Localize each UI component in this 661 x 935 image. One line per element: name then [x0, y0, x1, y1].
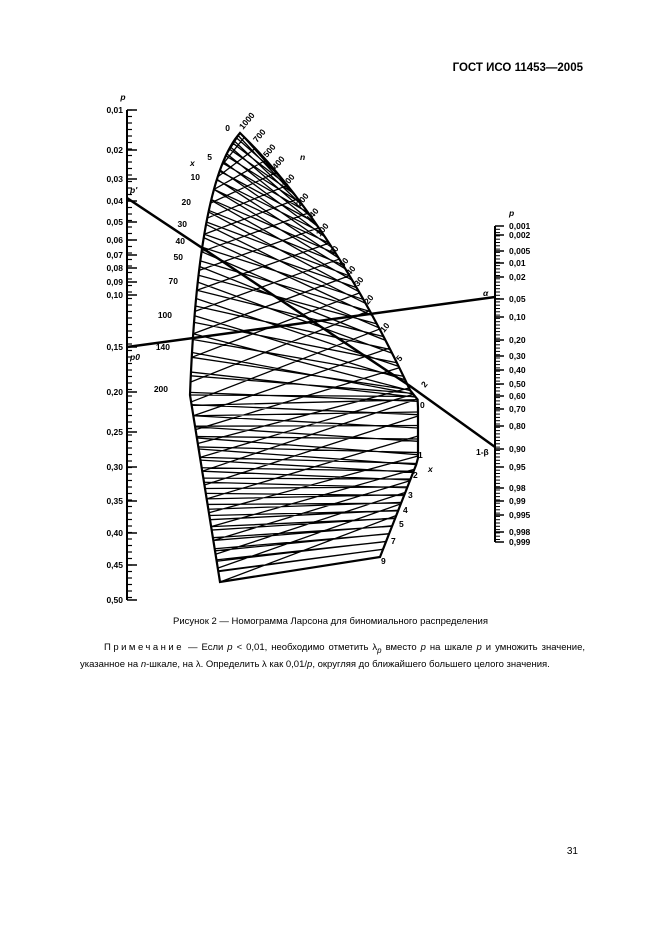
n-tick-label: 500 [260, 141, 278, 160]
left-tick-label: 0,35 [106, 496, 123, 506]
x-left-tick-label: 0 [225, 123, 230, 133]
n-tick-label: 40 [343, 263, 358, 278]
n-tick-label: 50 [336, 255, 351, 270]
x-left-tick-label: 100 [157, 310, 172, 320]
right-tick-label: 0,95 [509, 462, 526, 472]
x-right-tick-label: 0 [420, 400, 425, 410]
n-tick-label: 5 [393, 353, 405, 364]
right-tick-label: 0,999 [509, 537, 531, 547]
n-tick-label: 2 [418, 379, 430, 390]
left-tick-label: 0,03 [106, 174, 123, 184]
x-left-tick-label: 40 [175, 236, 185, 246]
n-tick-label: 200 [293, 190, 311, 209]
x-left-tick-label: 50 [173, 252, 183, 262]
right-tick-label: 0,002 [509, 230, 531, 240]
x-right-tick-label: 2 [413, 470, 418, 480]
left-tick-label: 0,08 [106, 263, 123, 273]
left-tick-label: 0,01 [106, 105, 123, 115]
x-right-axis-label: x [428, 464, 433, 474]
n-axis-label: n [300, 152, 306, 162]
right-tick-label: 0,98 [509, 483, 526, 493]
x-left-tick-label: 5 [207, 152, 212, 162]
right-tick-label: 0,005 [509, 246, 531, 256]
left-tick-label: 0,40 [106, 528, 123, 538]
left-tick-label: 0,45 [106, 560, 123, 570]
right-tick-label: 0,10 [509, 312, 526, 322]
x-right-tick-label: 5 [399, 519, 404, 529]
right-tick-label: 0,40 [509, 365, 526, 375]
x-right-tick-label: 4 [403, 505, 408, 515]
n-tick-label: 10 [377, 320, 392, 335]
left-tick-label: 0,05 [106, 217, 123, 227]
p0-label: p0 [130, 352, 140, 362]
right-tick-label: 0,05 [509, 294, 526, 304]
n-tick-label: 1000 [236, 110, 257, 132]
left-tick-label: 0,09 [106, 277, 123, 287]
left-tick-label: 0,25 [106, 427, 123, 437]
alpha-label: α [483, 288, 489, 298]
x-right-tick-label: 3 [408, 490, 413, 500]
figure-caption: Рисунок 2 — Номограмма Ларсона для биномиального распределения [173, 616, 488, 627]
right-tick-label: 0,001 [509, 221, 531, 231]
x-left-tick-label: 30 [177, 219, 187, 229]
right-tick-label: 0,80 [509, 421, 526, 431]
figure-note: Примечание — Если p < 0,01, необходимо отметить $\lambda_p$ вместо p на шкале p и умножить значение, указанное на n-шкале, на λ. Определить λ как 0,01/p, округляя до ближайшего большего целого значения. [80, 642, 585, 670]
right-tick-label: 0,20 [509, 335, 526, 345]
right-tick-label: 0,70 [509, 404, 526, 414]
x-left-tick-label: 20 [181, 197, 191, 207]
x-left-tick-label: 200 [153, 384, 168, 394]
page-number: 31 [566, 846, 578, 857]
right-tick-label: 0,998 [509, 527, 531, 537]
right-tick-label: 0,02 [509, 272, 526, 282]
n-tick-label: 30 [351, 274, 366, 289]
left-tick-label: 0,02 [106, 145, 123, 155]
x-right-tick-label: 7 [391, 536, 396, 546]
x-left-tick-label: 10 [190, 172, 200, 182]
document-id: ГОСТ ИСО 11453—2005 [452, 62, 583, 74]
right-tick-label: 0,50 [509, 379, 526, 389]
right-tick-label: 0,99 [509, 496, 526, 506]
left-tick-label: 0,07 [106, 250, 123, 260]
left-tick-label: 0,30 [106, 462, 123, 472]
n-tick-label: 400 [269, 153, 287, 172]
x-left-tick-label: 140 [155, 342, 170, 352]
p0-to-alpha-line [127, 297, 495, 347]
n-tick-label: 70 [326, 243, 341, 258]
p-prime-label: p' [130, 185, 138, 195]
x-left-axis-label: x [190, 158, 195, 168]
n-tick-label: 140 [303, 205, 321, 224]
beta-label: 1-β [476, 447, 489, 457]
left-tick-label: 0,50 [106, 595, 123, 605]
left-tick-label: 0,06 [106, 235, 123, 245]
n-tick-label: 300 [279, 171, 297, 190]
left-axis-label: p [120, 92, 126, 102]
left-tick-label: 0,20 [106, 387, 123, 397]
n-tick-label: 20 [361, 292, 376, 307]
x-right-tick-label: 1 [418, 450, 423, 460]
right-tick-label: 0,90 [509, 444, 526, 454]
n-tick-label: 700 [250, 126, 268, 145]
left-tick-label: 0,15 [106, 342, 123, 352]
right-axis-label: p [509, 208, 515, 218]
right-tick-label: 0,01 [509, 258, 526, 268]
right-tick-label: 0,995 [509, 510, 531, 520]
left-tick-label: 0,10 [106, 290, 123, 300]
x-left-tick-label: 70 [168, 276, 178, 286]
n-tick-label: 100 [313, 220, 331, 239]
x-right-tick-label: 9 [381, 556, 386, 566]
right-tick-label: 0,30 [509, 351, 526, 361]
left-tick-label: 0,04 [106, 196, 123, 206]
right-tick-label: 0,60 [509, 391, 526, 401]
